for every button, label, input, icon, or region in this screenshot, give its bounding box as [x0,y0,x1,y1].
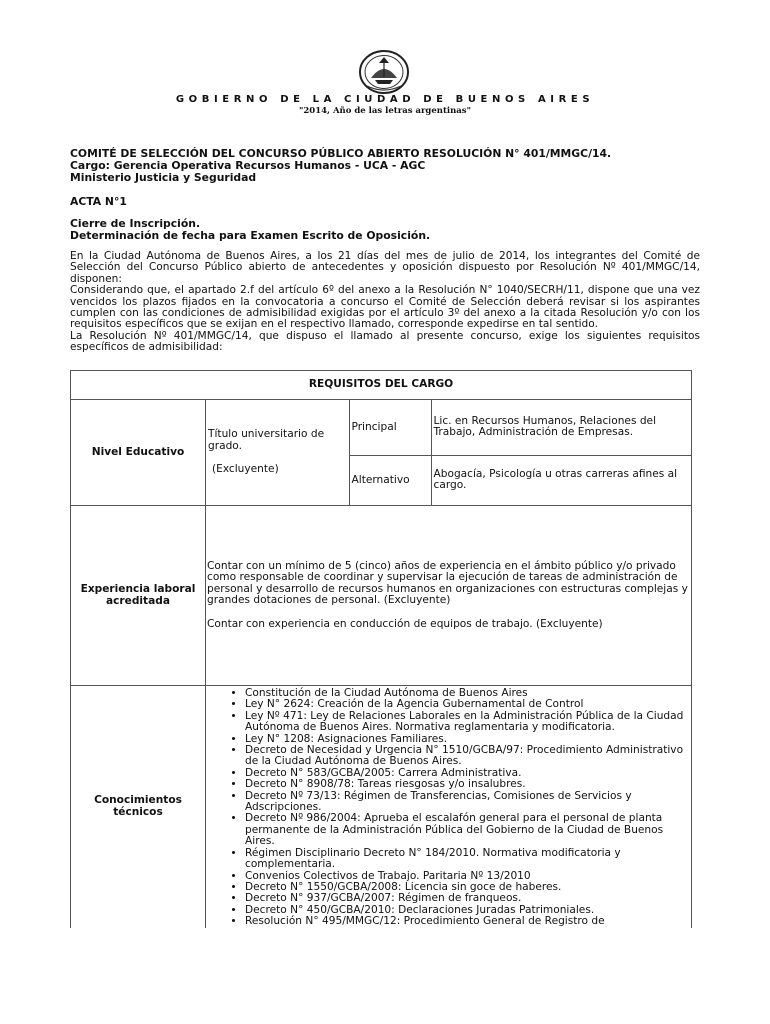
subheading-closing: Cierre de Inscripción. [70,217,201,230]
nivel-educativo-subtable [206,400,691,505]
alternativo-text: Abogacía, Psicología u otras carreras afines al cargo. [431,455,691,505]
document-header [70,148,710,184]
experiencia-label: Experiencia laboral acreditada [71,506,206,686]
list-item: • Decreto N° 583/GCBA/2005: Carrera Administrativa. [245,768,689,779]
table-heading: REQUISITOS DEL CARGO [71,371,692,400]
paragraph-requirements: La Resolución Nº 401/MMGC/14, que dispuso el llamado al presente concurso, exige los siguientes requisitos específicos de admisibilidad: [70,329,700,354]
experiencia-requirement-2: Contar con experiencia en conducción de equipos de trabajo. (Excluyente) [207,617,603,630]
list-item: • Decreto N° 8908/78: Tareas riesgosas y/o insalubres. [245,779,689,790]
subheadings [70,218,430,242]
list-item: • Resolución N° 495/MMGC/12: Procedimiento General de Registro de [245,916,689,927]
list-item: • Decreto Nº 986/2004: Aprueba el escalafón general para el personal de planta permanente de la Administración Pública del Gobierno de la Ciudad de Buenos Aires. [245,813,689,847]
nivel-educativo-label: Nivel Educativo [71,400,206,506]
list-item: • Ley N° 1208: Asignaciones Familiares. [245,734,689,745]
alternativo-label: Alternativo [349,455,431,505]
list-item: • Decreto N° 937/GCBA/2007: Régimen de franqueos. [245,893,689,904]
list-item: • Convenios Colectivos de Trabajo. Paritaria Nº 13/2010 [245,871,689,882]
principal-label: Principal [349,400,431,455]
government-title: GOBIERNO DE LA CIUDAD DE BUENOS AIRES [175,94,595,105]
list-item: • Decreto N° 1550/GCBA/2008: Licencia sin goce de haberes. [245,882,689,893]
list-item: • Decreto N° 450/GCBA/2010: Declaraciones Juradas Patrimoniales. [245,905,689,916]
list-item: • Decreto Nº 73/13: Régimen de Transferencias, Comisiones de Servicios y Adscripciones. [245,791,689,814]
list-item: • Constitución de la Ciudad Autónoma de Buenos Aires [245,688,689,699]
conocimientos-list [207,688,689,928]
experiencia-cell [206,506,692,686]
subheading-exam-date: Determinación de fecha para Examen Escrito de Oposición. [70,229,431,242]
list-item: • Régimen Disciplinario Decreto N° 184/2010. Normativa modificatoria y complementaria. [245,848,689,871]
paragraph-considering: Considerando que, el apartado 2.f del artículo 6º del anexo a la Resolución N° 1040/SECRH/11, dispone que una vez vencidos los plazos fijados en la convocatoria a concurso el Comité de Selección deberá revisar si los aspirantes cumplen con las condiciones de admisibilidad exigidas por el artículo 3º del anexo a la citada Resolución y/o con los requisitos específicos que se exijan en el respectivo llamado, corresponde expedirse en tal sentido. [70,284,700,331]
paragraph-intro: En la Ciudad Autónoma de Buenos Aires, a los 21 días del mes de julio de 2014, los integrantes del Comité de Selección del Concurso Público abierto de antecedentes y oposición dispuesto por Resolución Nº 401/MMGC/14, disponen: [70,250,700,285]
position-title: Cargo: Gerencia Operativa Recursos Humanos - UCA - AGC [70,159,426,172]
degree-cell [206,400,349,505]
nivel-educativo-cell [206,400,692,506]
committee-title: COMITÉ DE SELECCIÓN DEL CONCURSO PÚBLICO ABIERTO RESOLUCIÓN N° 401/MMGC/14. [70,147,612,160]
ministry-title: Ministerio Justicia y Seguridad [70,171,257,184]
list-item: • Decreto de Necesidad y Urgencia N° 1510/GCBA/97: Procedimiento Administrativo de la Ciudad Autónoma de Buenos Aires. [245,745,689,768]
degree-title: Título universitario de grado. [208,428,325,452]
acta-number: ACTA N°1 [70,195,127,208]
body-text [70,251,700,354]
list-item: • Ley Nº 471: Ley de Relaciones Laborales en la Administración Pública de la Ciudad Autónoma de Buenos Aires. Normativa reglamentaria y modificatoria. [245,711,689,734]
degree-excluyente: (Excluyente) [212,463,279,476]
year-motto: "2014, Año de las letras argentinas" [298,106,472,116]
city-seal-icon [359,50,409,94]
requirements-table [70,370,692,928]
list-item: • Ley N° 2624: Creación de la Agencia Gubernamental de Control [245,699,689,710]
conocimientos-label: Conocimientos técnicos [71,686,206,928]
experiencia-requirement-1: Contar con un mínimo de 5 (cinco) años de experiencia en el ámbito público y/o privado como responsable de coordinar y supervisar la ejecución de tareas de administración de personal y desarrollo de recursos humanos en organizaciones con estructuras complejas y grandes dotaciones de personal. (Excluyente) [207,559,688,607]
conocimientos-cell [206,686,692,928]
principal-text: Lic. en Recursos Humanos, Relaciones del Trabajo, Administración de Empresas. [431,400,691,455]
